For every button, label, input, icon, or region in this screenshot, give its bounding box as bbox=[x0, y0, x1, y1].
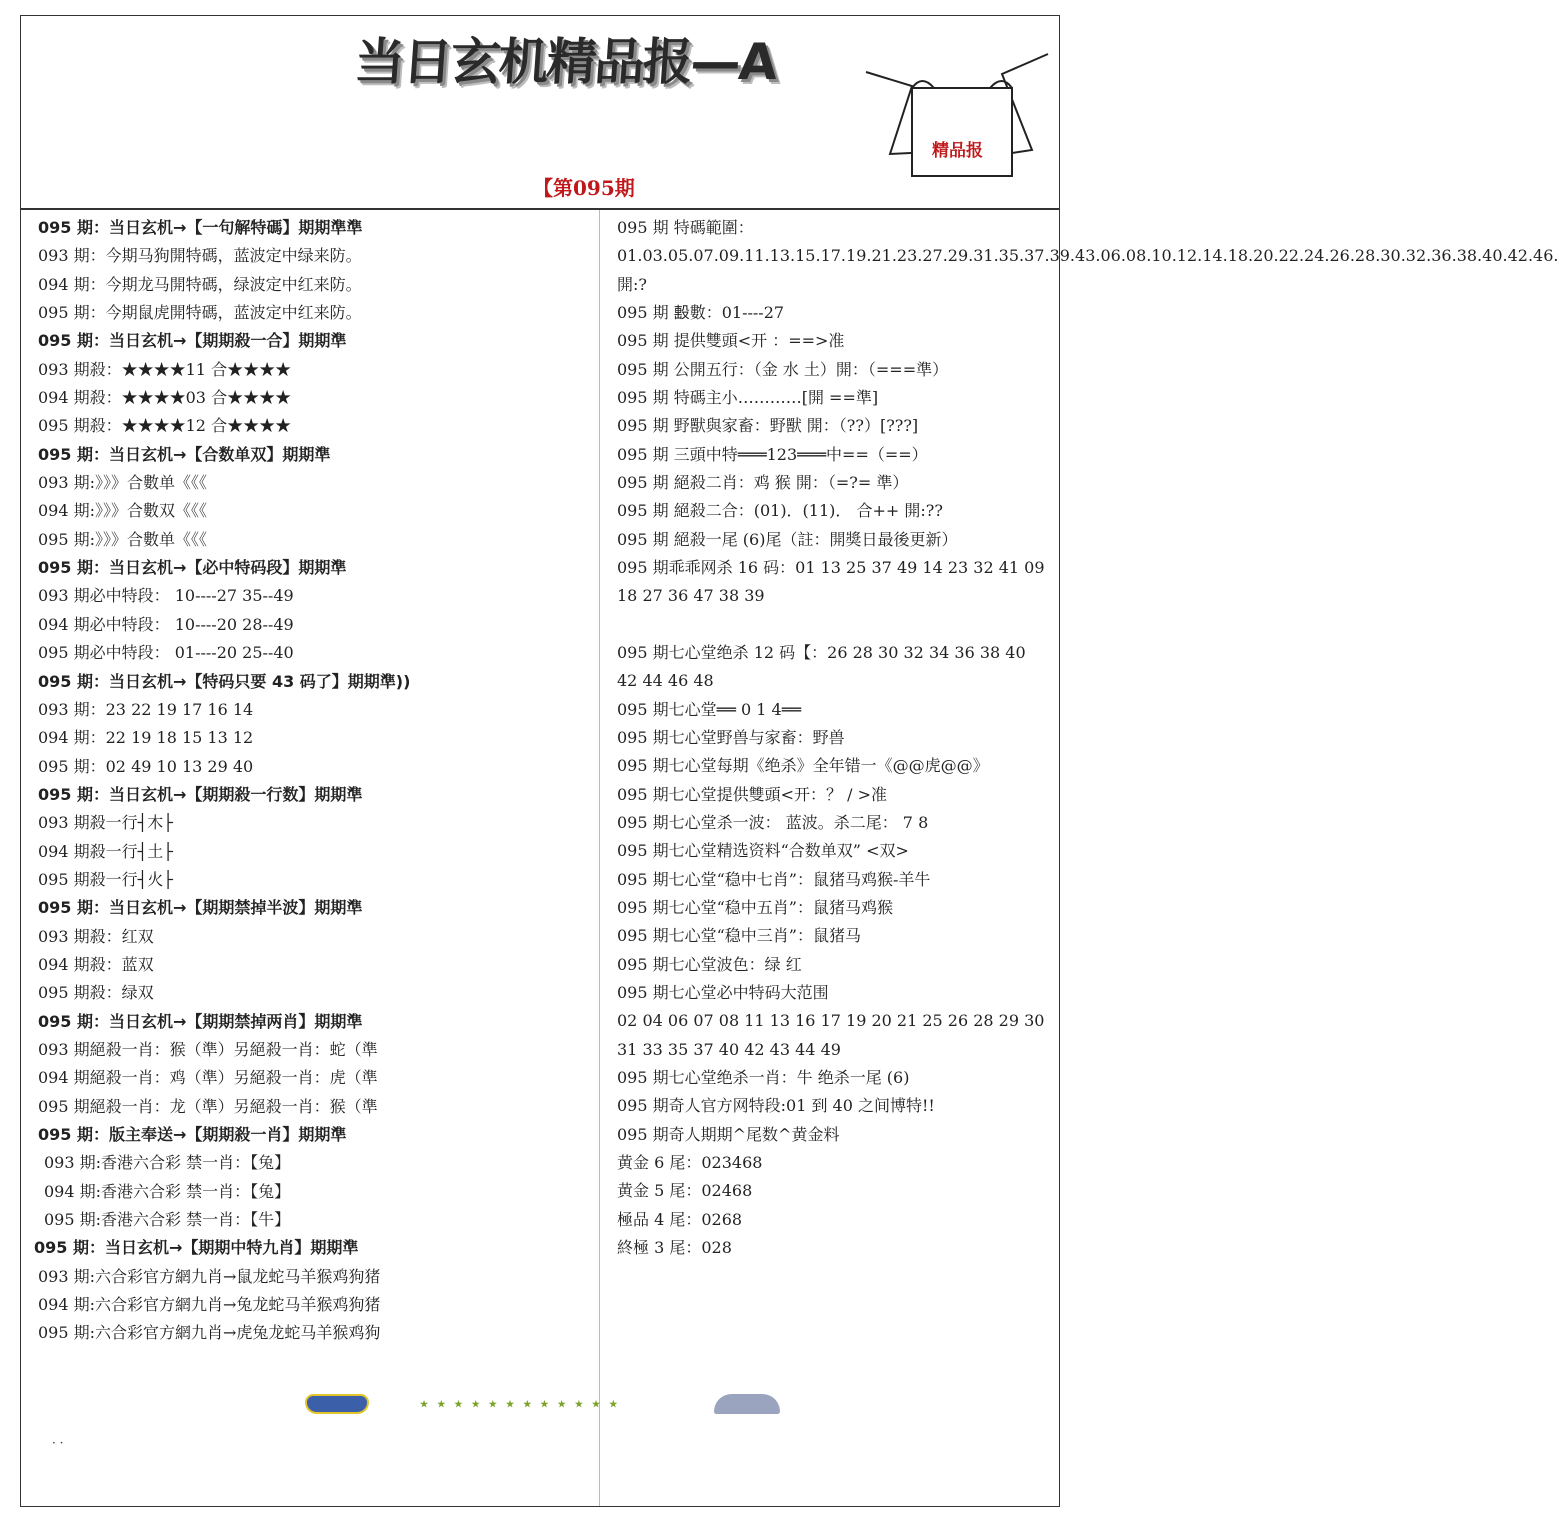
text-line: 093 期殺：★★★★11 合★★★★ bbox=[38, 359, 292, 379]
page-title: 当日玄机精品报—A bbox=[352, 33, 778, 91]
text-line: 095 期絕殺一肖：龙（準）另絕殺一肖：猴（準 bbox=[38, 1096, 378, 1116]
text-line: 095 期 絕殺二合：(01)．(11)． 合++ 開:?? bbox=[617, 501, 943, 521]
text-line: 093 期:》》》合數单《《《 bbox=[38, 473, 208, 493]
text-line: 黄金 6 尾：023468 bbox=[617, 1153, 763, 1172]
text-line: 095 期:六合彩官方網九肖→虎兔龙蛇马羊猴鸡狗 bbox=[38, 1323, 381, 1343]
text-line: 095 期七心堂提供雙頭<开：？ / >准 bbox=[617, 784, 888, 804]
text-line: 095 期殺：绿双 bbox=[38, 983, 154, 1003]
text-line: 095 期 三頭中特═══123═══中==（==） bbox=[617, 444, 928, 464]
text-line: 095 期必中特段： 01----20 25--40 bbox=[38, 643, 294, 663]
text-line: 095 期 公開五行：（金 水 土）開：（===準） bbox=[617, 359, 949, 379]
text-line: 093 期：23 22 19 17 16 14 bbox=[38, 699, 254, 719]
text-line: 094 期殺一行┤土├ bbox=[38, 841, 173, 861]
text-line: 094 期必中特段： 10----20 28--49 bbox=[38, 614, 294, 634]
text-line: 095 期 絕殺一尾 (6)尾（註：開獎日最後更新） bbox=[617, 529, 958, 549]
badge-label: 精品报 bbox=[932, 141, 983, 161]
section-heading: 095 期：当日玄机→【一句解特碼】期期準準 bbox=[38, 218, 363, 237]
text-line: 094 期:六合彩官方網九肖→兔龙蛇马羊猴鸡狗猪 bbox=[38, 1295, 381, 1315]
text-line: 093 期:六合彩官方網九肖→鼠龙蛇马羊猴鸡狗猪 bbox=[38, 1266, 381, 1286]
text-line: 094 期：22 19 18 15 13 12 bbox=[38, 728, 254, 748]
right-column bbox=[617, 214, 1558, 1262]
text-line: 095 期七心堂“稳中七肖”：鼠猪马鸡猴-羊牛 bbox=[617, 869, 931, 889]
text-line: 093 期：今期马狗開特碼，蓝波定中绿来防。 bbox=[38, 246, 362, 266]
text-line: 093 期必中特段： 10----27 35--49 bbox=[38, 586, 294, 606]
text-line: 095 期奇人官方网特段:01 到 40 之间博特!! bbox=[617, 1096, 935, 1116]
footer-slogan: ★ ★ ★ ★ ★ ★ ★ ★ ★ ★ ★ ★ bbox=[420, 1400, 621, 1410]
text-line: 095 期：02 49 10 13 29 40 bbox=[38, 756, 254, 776]
text-line: 02 04 06 07 08 11 13 16 17 19 20 21 25 26 28 29 30 31 33 35 37 40 42 43 44 49 bbox=[617, 1011, 1045, 1059]
left-column bbox=[34, 214, 598, 1348]
section-heading: 095 期：当日玄机→【必中特码段】期期準 bbox=[38, 558, 347, 578]
text-line: 095 期:》》》合數单《《《 bbox=[38, 529, 208, 549]
text-line: 095 期七心堂“稳中五肖”：鼠猪马鸡猴 bbox=[617, 897, 893, 917]
text-line: 094 期絕殺一肖：鸡（準）另絕殺一肖：虎（準 bbox=[38, 1068, 378, 1088]
issue-banner: 【第095期 bbox=[533, 176, 635, 200]
spacer bbox=[617, 611, 1047, 639]
text-line: 095 期 提供雙頭<开 ：==>准 bbox=[617, 331, 845, 351]
text-line: 095 期七心堂“稳中三肖”：鼠猪马 bbox=[617, 926, 861, 946]
text-line: 094 期:香港六合彩 禁一肖：【兔】 bbox=[44, 1181, 291, 1201]
text-line: 094 期殺：★★★★03 合★★★★ bbox=[38, 388, 292, 408]
text-line: 095 期七心堂每期《绝杀》全年错一《@@虎@@》 bbox=[617, 756, 989, 776]
text-line: 093 期:香港六合彩 禁一肖：【兔】 bbox=[44, 1153, 291, 1173]
text-line: 094 期：今期龙马開特碼，绿波定中红来防。 bbox=[38, 274, 362, 294]
footer-dots: · · bbox=[52, 1436, 64, 1450]
text-line: 01.03.05.07.09.11.13.15.17.19.21.23.27.29.31.35.37.39.43.06.08.10.12.14.18.20.22.24.26.28.30.32.36.38.40.42.46.開:? bbox=[617, 246, 1558, 294]
text-line: 極品 4 尾：0268 bbox=[617, 1209, 743, 1229]
header-divider bbox=[20, 208, 1060, 210]
text-line: 095 期：今期鼠虎開特碼，蓝波定中红来防。 bbox=[38, 303, 362, 323]
text-line: 095 期七心堂══ 0 1 4══ bbox=[617, 699, 801, 719]
section-heading: 095 期：当日玄机→【期期殺一合】期期準 bbox=[38, 331, 347, 351]
text-line: 095 期七心堂必中特码大范围 bbox=[617, 982, 829, 1002]
text-line: 094 期殺：蓝双 bbox=[38, 954, 154, 974]
section-heading: 095 期：当日玄机→【期期禁掉两肖】期期準 bbox=[38, 1011, 363, 1031]
text-line: 095 期殺：★★★★12 合★★★★ bbox=[38, 416, 292, 436]
section-heading: 095 期：当日玄机→【期期中特九肖】期期準 bbox=[34, 1238, 359, 1258]
text-line: 095 期七心堂野兽与家畜：野兽 bbox=[617, 727, 845, 747]
text-line: 093 期殺：红双 bbox=[38, 926, 154, 946]
text-line: 095 期 野獸與家畜：野獸 開：（??）[???] bbox=[617, 416, 919, 436]
section-heading: 095 期：版主奉送→【期期殺一肖】期期準 bbox=[38, 1125, 347, 1144]
text-line: 終極 3 尾：028 bbox=[617, 1238, 732, 1258]
footer-logo-right-icon bbox=[714, 1394, 780, 1414]
text-line: 095 期七心堂杀一波： 蓝波。杀二尾： 7 8 bbox=[617, 812, 929, 832]
text-line: 094 期:》》》合數双《《《 bbox=[38, 501, 208, 521]
section-heading: 095 期：当日玄机→【合数单双】期期準 bbox=[38, 444, 331, 464]
section-heading: 095 期：当日玄机→【期期殺一行数】期期準 bbox=[38, 784, 363, 804]
text-line: 095 期七心堂波色：绿 红 bbox=[617, 954, 802, 974]
text-line: 093 期殺一行┤木├ bbox=[38, 813, 173, 833]
text-line: 095 期:香港六合彩 禁一肖：【牛】 bbox=[44, 1210, 291, 1230]
text-line: 095 期 特碼主小…………[開 ==準] bbox=[617, 388, 879, 408]
text-line: 黄金 5 尾：02468 bbox=[617, 1181, 753, 1201]
text-line: 095 期七心堂绝杀 12 码【：26 28 30 32 34 36 38 40 42 44 46 48 bbox=[617, 642, 1026, 691]
section-heading: 095 期：当日玄机→【特码只要 43 码了】期期準)) bbox=[38, 671, 411, 691]
ribbon-badge-icon bbox=[862, 44, 1052, 184]
text-line: 095 期乖乖网杀 16 码：01 13 25 37 49 14 23 32 41 09 18 27 36 47 38 39 bbox=[617, 558, 1045, 606]
text-line: 095 期奇人期期^尾数^黄金料 bbox=[617, 1124, 840, 1144]
text-line: 095 期七心堂绝杀一肖：牛 绝杀一尾 (6) bbox=[617, 1067, 910, 1087]
text-line: 095 期殺一行┤火├ bbox=[38, 869, 173, 889]
footer-logo-left-icon bbox=[305, 1394, 369, 1414]
text-line: 095 期 絕殺二肖：鸡 猴 開：（=?= 準） bbox=[617, 473, 909, 493]
text-line: 095 期 𣪠數：01----27 bbox=[617, 303, 785, 323]
section-heading: 095 期：当日玄机→【期期禁掉半波】期期準 bbox=[38, 898, 363, 918]
column-divider bbox=[599, 210, 600, 1506]
text-line: 095 期 特碼範圍： bbox=[617, 218, 754, 237]
text-line: 095 期七心堂精选资料“合数单双” <双> bbox=[617, 841, 909, 861]
text-line: 093 期絕殺一肖：猴（準）另絕殺一肖：蛇（準 bbox=[38, 1039, 378, 1059]
